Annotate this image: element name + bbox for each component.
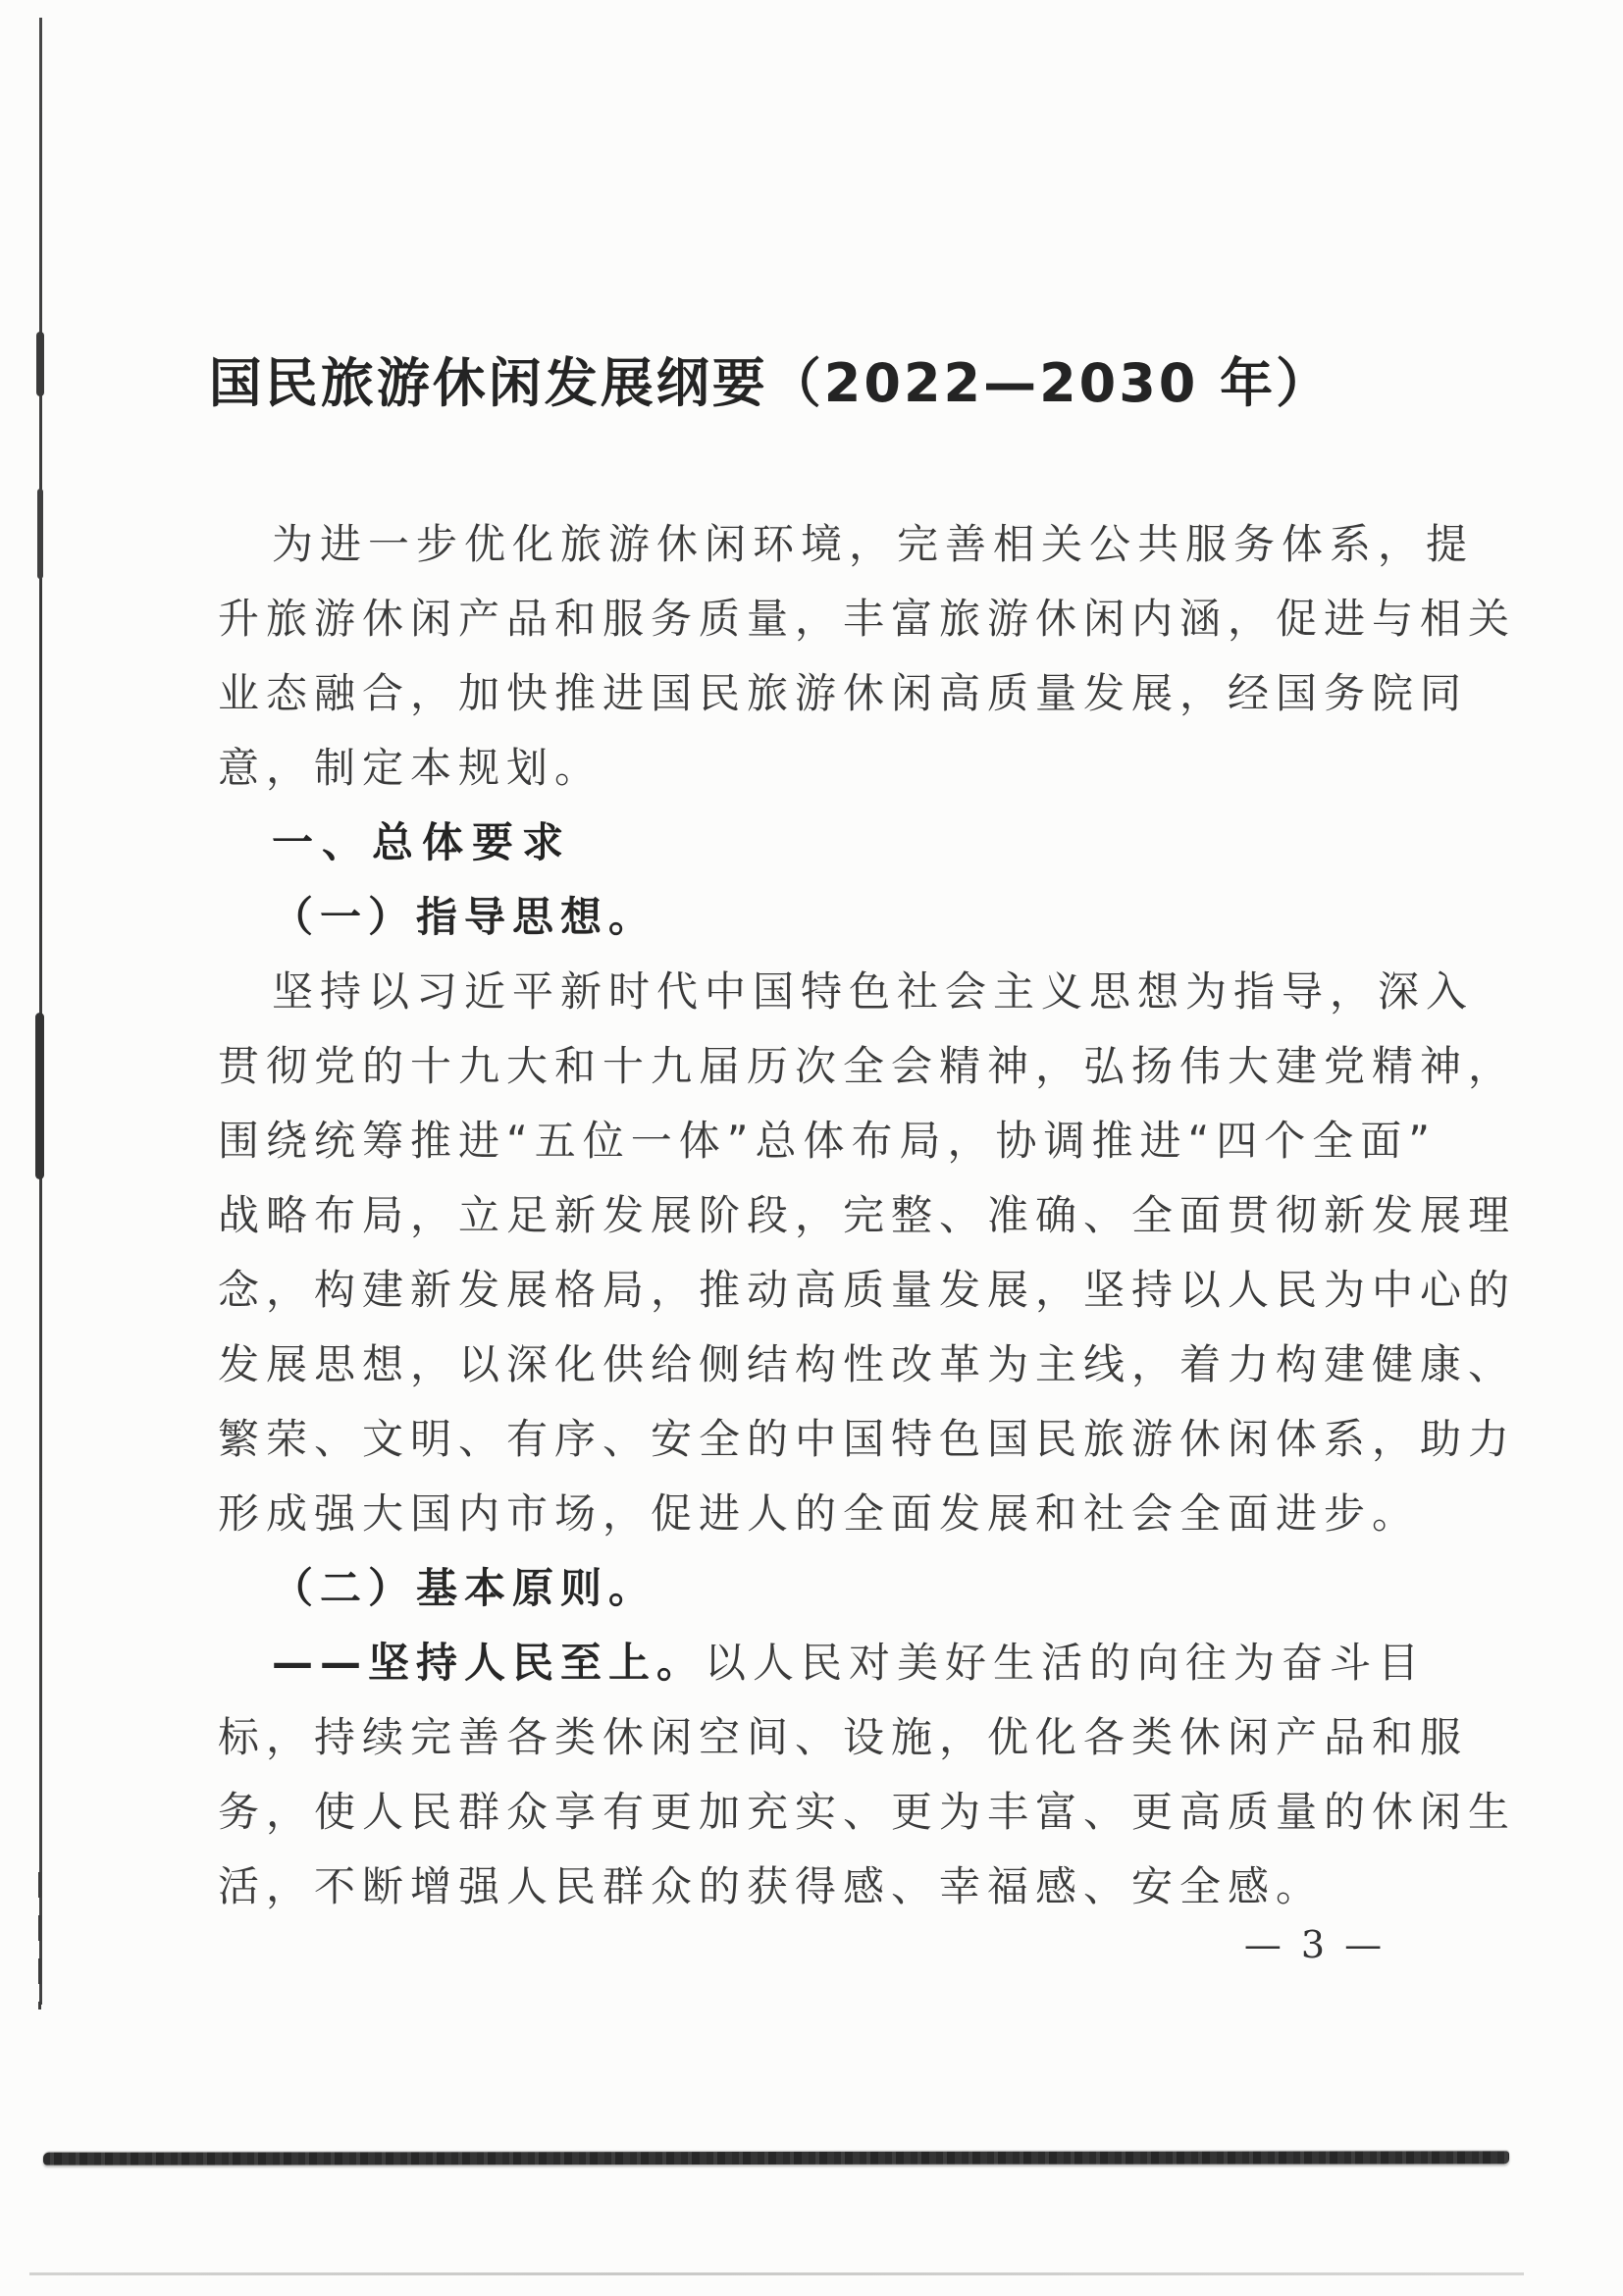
paragraph-line: 业态融合，加快推进国民旅游休闲高质量发展，经国务院同: [218, 669, 1469, 717]
document-title: 国民旅游休闲发展纲要（2022—2030 年）: [208, 352, 1333, 414]
paragraph-line: 意，制定本规划。: [218, 744, 603, 792]
paragraph-line: 活，不断增强人民群众的获得感、幸福感、安全感。: [218, 1862, 1325, 1910]
scan-faint-line: [29, 2272, 1524, 2275]
scan-edge-blob: [36, 332, 44, 396]
page-number: — 3 —: [1243, 1923, 1387, 1966]
subsection-heading: （一）指导思想。: [272, 893, 657, 941]
scan-edge-blob: [37, 489, 43, 579]
scan-edge-blob: [35, 1013, 44, 1179]
paragraph-line: 形成强大国内市场，促进人的全面发展和社会全面进步。: [218, 1489, 1421, 1538]
paragraph-line: [218, 1626, 1472, 1700]
paragraph-line: 战略布局，立足新发展阶段，完整、准确、全面贯彻新发展理: [218, 1191, 1517, 1239]
paragraph-line: 为进一步优化旅游休闲环境，完善相关公共服务体系，提: [272, 520, 1475, 568]
paragraph-line: 发展思想，以深化供给侧结构性改革为主线，着力构建健康、: [218, 1340, 1517, 1388]
scan-edge-dashes: [38, 1872, 41, 2009]
paragraph-line: 繁荣、文明、有序、安全的中国特色国民旅游休闲体系，助力: [218, 1415, 1517, 1463]
scan-edge-line: [39, 18, 42, 2005]
document-body: [218, 507, 1517, 1924]
subsection-heading: （二）基本原则。: [272, 1564, 657, 1612]
scan-bottom-band: [43, 2151, 1509, 2165]
paragraph-line-text: 以人民对美好生活的向往为奋斗目: [705, 1639, 1427, 1687]
paragraph-line: 坚持以习近平新时代中国特色社会主义思想为指导，深入: [272, 967, 1475, 1016]
paragraph-line: 升旅游休闲产品和服务质量，丰富旅游休闲内涵，促进与相关: [218, 595, 1517, 643]
paragraph-line: 标，持续完善各类休闲空间、设施，优化各类休闲产品和服: [218, 1713, 1469, 1761]
principle-label: ——坚持人民至上。: [272, 1639, 706, 1687]
paragraph-line: 务，使人民群众享有更加充实、更为丰富、更高质量的休闲生: [218, 1788, 1517, 1836]
paragraph-line: 贯彻党的十九大和十九届历次全会精神，弘扬伟大建党精神，: [218, 1042, 1517, 1090]
section-heading: 一、总体要求: [272, 818, 573, 866]
paragraph-line: 围绕统筹推进“五位一体”总体布局，协调推进“四个全面”: [218, 1117, 1438, 1165]
paragraph-line: 念，构建新发展格局，推动高质量发展，坚持以人民为中心的: [218, 1266, 1517, 1314]
